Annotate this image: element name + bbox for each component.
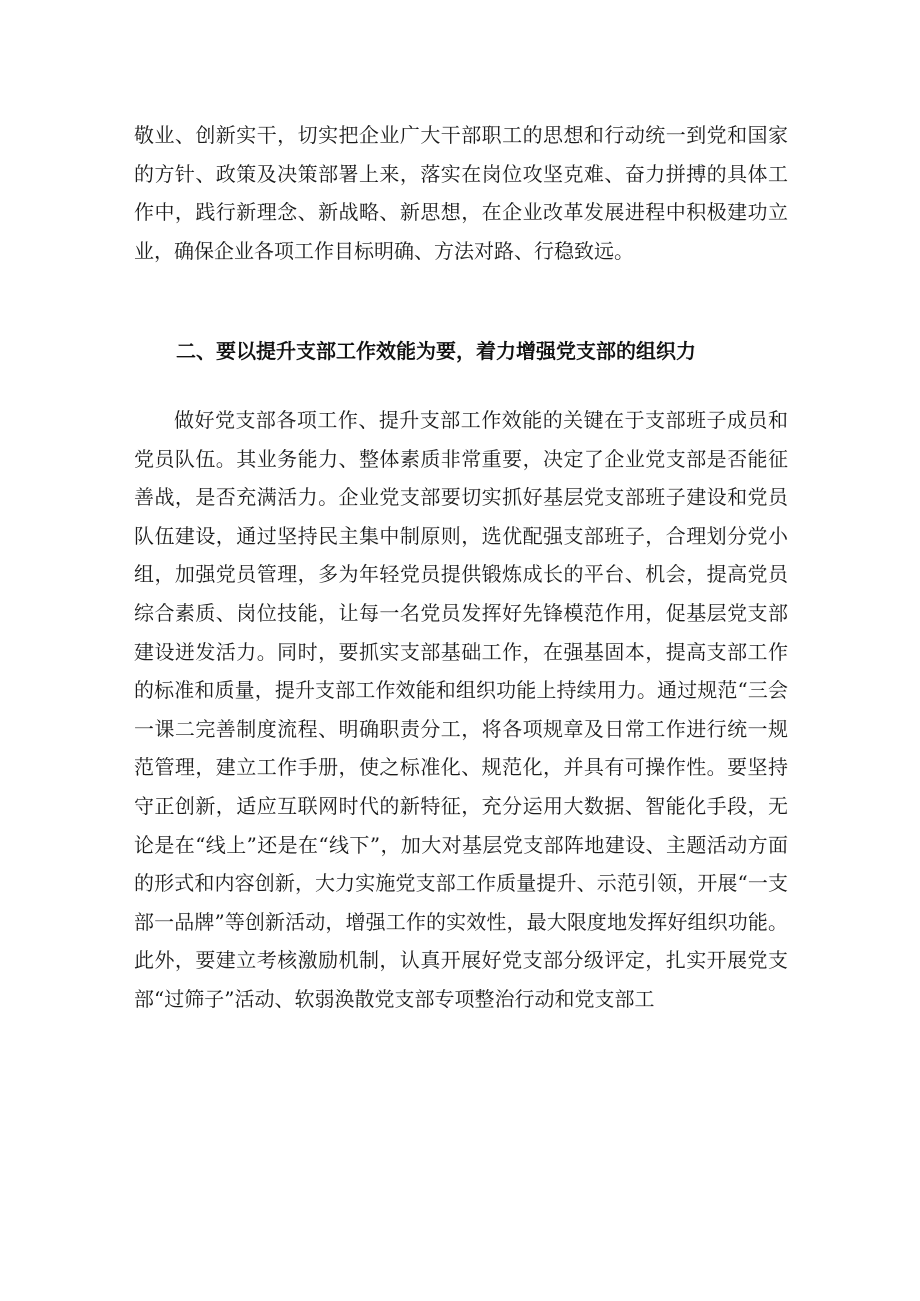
body-paragraph-1: 敬业、创新实干，切实把企业广大干部职工的思想和行动统一到党和国家的方针、政策及决策部署上来，落实在岗位攻坚克难、奋力拼搏的具体工作中，践行新理念、新战略、新思想，在企业改革发展进程中积极建功立业，确保企业各项工作目标明确、方法对路、行稳致远。	[134, 123, 788, 263]
body-paragraph-2: 做好党支部各项工作、提升支部工作效能的关键在于支部班子成员和党员队伍。其业务能力、整体素质非常重要，决定了企业党支部是否能征善战，是否充满活力。企业党支部要切实抓好基层党支部班子建设和党员队伍建设，通过坚持民主集中制原则，选优配强支部班子，合理划分党小组，加强党员管理，多为年轻党员提供锻炼成长的平台、机会，提高党员综合素质、岗位技能，让每一名党员发挥好先锋模范作用，促基层党支部建设迸发活力。同时，要抓实支部基础工作，在强基固本，提高支部工作的标准和质量，提升支部工作效能和组织功能上持续用力。通过规范“三会一课二完善制度流程、明确职责分工，将各项规章及日常工作进行统一规范管理，建立工作手册，使之标准化、规范化，并具有可操作性。要坚持守正创新，适应互联网时代的新特征，充分运用大数据、智能化手段，无论是在“线上”还是在“线下”，加大对基层党支部阵地建设、主题活动方面的形式和内容创新，大力实施党支部工作质量提升、示范引领，开展“一支部一品牌”等创新活动，增强工作的实效性，最大限度地发挥好组织功能。此外，要建立考核激励机制，认真开展好党支部分级评定，扎实开展党支部“过筛子”活动、软弱涣散党支部专项整治行动和党支部工	[134, 408, 788, 1011]
section-heading-2: 二、要以提升支部工作效能为要，着力增强党支部的组织力	[176, 339, 696, 363]
